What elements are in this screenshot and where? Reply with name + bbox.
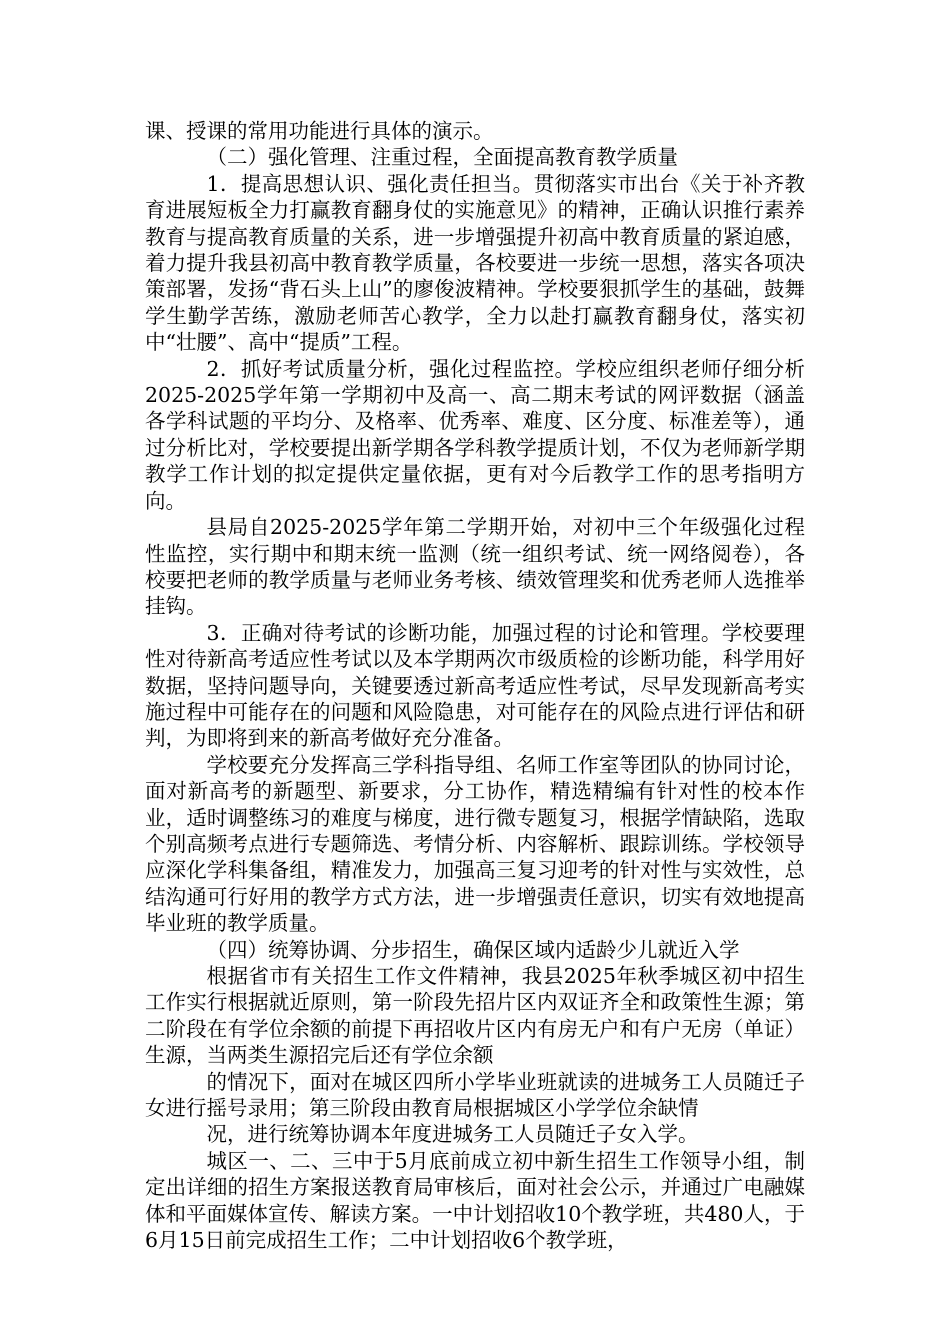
paragraph-item-2: 2．抓好考试质量分析，强化过程监控。学校应组织老师仔细分析2025-2025学年第一学期初中及高一、高二期末考试的网评数据（涵盖各学科试题的平均分、及格率、优秀率、难度、区分度、标准差等），通过分析比对，学校要提出新学期各学科教学提质计划，不仅为老师新学期教学工作计划的拟定提供定量依据，更有对今后教学工作的思考指明方向。 bbox=[145, 356, 805, 513]
paragraph-item-1: 1．提高思想认识、强化责任担当。贯彻落实市出台《关于补齐教育进展短板全力打赢教育翻身仗的实施意见》的精神，正确认识推行素养教育与提高教育质量的关系，进一步增强提升初高中教育质量的紧迫感，着力提升我县初高中教育教学质量，各校要进一步统一思想，落实各项决策部署，发扬“背石头上山”的廖俊波精神。学校要狠抓学生的基础，鼓舞学生勤学苦练，激励老师苦心教学，全力以赴打赢教育翻身仗，落实初中“壮腰”、高中“提质”工程。 bbox=[145, 171, 805, 355]
paragraph-continuation: 课、授课的常用功能进行具体的演示。 bbox=[145, 119, 494, 143]
section-heading-2: （二）强化管理、注重过程，全面提高教育教学质量 bbox=[206, 145, 678, 170]
paragraph-item-3: 3．正确对待考试的诊断功能，加强过程的讨论和管理。学校要理性对待新高考适应性考试以及本学期两次市级质检的诊断功能，科学用好数据，坚持问题导向，关键要透过新高考适应性考试，尽早发现新高考实施过程中可能存在的问题和风险隐患，对可能存在的风险点进行评估和研判，为即将到来的新高考做好充分准备。 bbox=[145, 620, 805, 751]
document-page bbox=[145, 118, 805, 1253]
paragraph-enrollment-lottery: 的情况下，面对在城区四所小学毕业班就读的进城务工人员随迁子女进行摇号录用；第三阶段由教育局根据城区小学学位余缺情 bbox=[145, 1069, 805, 1121]
paragraph-county-monitoring: 县局自2025-2025学年第二学期开始，对初中三个年级强化过程性监控，实行期中和期末统一监测（统一组织考试、统一网络阅卷），各校要把老师的教学质量与老师业务考核、绩效管理奖和优秀老师人选推举挂钩。 bbox=[145, 515, 805, 619]
section-heading-4: （四）统筹协调、分步招生，确保区域内适龄少儿就近入学 bbox=[206, 937, 740, 962]
paragraph-enrollment-coordination: 况，进行统筹协调本年度进城务工人员随迁子女入学。 bbox=[206, 1122, 699, 1147]
paragraph-enrollment-policy: 根据省市有关招生工作文件精神，我县2025年秋季城区初中招生工作实行根据就近原则，第一阶段先招片区内双证齐全和政策性生源；第二阶段在有学位余额的前提下再招收片区内有房无户和有户无房（单证）生源，当两类生源招完后还有学位余额 bbox=[145, 964, 805, 1068]
paragraph-senior-review: 学校要充分发挥高三学科指导组、名师工作室等团队的协同讨论，面对新高考的新题型、新要求，分工协作，精选精编有针对性的校本作业，适时调整练习的难度与梯度，进行微专题复习，根据学情缺陷，选取个别高频考点进行专题筛选、考情分析、内容解析、跟踪训练。学校领导应深化学科集备组，精准发力，加强高三复习迎考的针对性与实效性，总结沟通可行好用的教学方式方法，进一步增强责任意识，切实有效地提高毕业班的教学质量。 bbox=[145, 752, 805, 936]
paragraph-school-plans: 城区一、二、三中于5月底前成立初中新生招生工作领导小组，制定出详细的招生方案报送教育局审核后，面对社会公示，并通过广电融媒体和平面媒体宣传、解读方案。一中计划招收10个教学班，共480人，于6月15日前完成招生工作；二中计划招收6个教学班， bbox=[145, 1148, 805, 1253]
